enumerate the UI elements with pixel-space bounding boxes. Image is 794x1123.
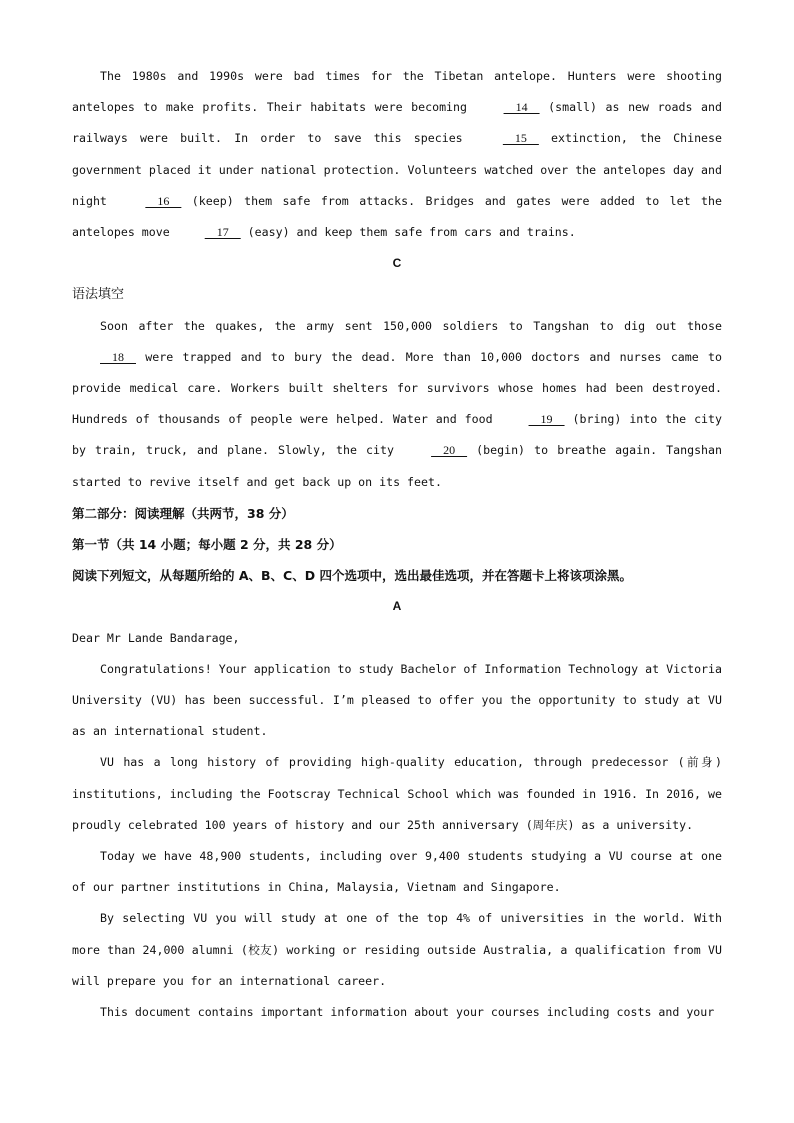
passage-c-paragraph <box>72 311 722 498</box>
text-segment: extinction, the Chinese government placed it under national protection. Volunteers watched over the antelopes day and night <box>72 131 723 208</box>
blank-18[interactable]: 18 <box>100 349 136 364</box>
document-page <box>72 61 722 1028</box>
section-label-a: A <box>392 599 402 614</box>
blank-19[interactable]: 19 <box>528 412 565 427</box>
letter-paragraph-4: By selecting VU you will study at one of the top 4% of universities in the world. With more than 24,000 alumni (校友) working or residing outside Australia, a qualification from VU will prepare you for an international career. <box>72 911 722 988</box>
text-segment: The 1980s and 1990s were bad times for the Tibetan antelope. Hunters were shooting antelopes to make profits. Their habitats were becoming <box>72 69 722 115</box>
text-segment: (easy) and keep them safe from cars and trains. <box>240 225 576 240</box>
passage-b-paragraph <box>72 61 722 248</box>
text-segment: were trapped and to bury the dead. More than 10,000 doctors and nurses came to provide medical care. Workers built shelters for survivors whose homes had been destroyed. Hundreds of thousands of people were helped. Water and food <box>72 349 722 427</box>
letter-greeting: Dear Mr Lande Bandarage, <box>72 630 240 645</box>
reading-instruction: 阅读下列短文，从每题所给的 A、B、C、D 四个选项中，选出最佳选项，并在答题卡上将该项涂黑。 <box>72 568 632 584</box>
text-segment: (begin) to breathe again. Tangshan started to revive itself and get back up on its feet. <box>72 443 722 489</box>
text-segment: Soon after the quakes, the army sent 150,000 soldiers to Tangshan to dig out those <box>100 318 722 333</box>
section-c-title: 语法填空 <box>72 287 125 303</box>
text-segment: (small) as new roads and railways were built. In order to save this species <box>72 100 722 146</box>
blank-20[interactable]: 20 <box>431 443 468 458</box>
part-two-heading: 第二部分：阅读理解（共两节，38 分） <box>72 505 294 521</box>
text-segment: (keep) them safe from attacks. Bridges and gates were added to let the antelopes move <box>72 193 722 240</box>
letter-paragraph-2: VU has a long history of providing high-quality education, through predecessor (前身) institutions, including the Footscray Technical School which was founded in 1916. In 2016, we proudly celebrated 100 years of history and our 25th anniversary (周年庆) as a university. <box>72 755 722 832</box>
section-one-heading: 第一节（共 14 小题；每小题 2 分，共 28 分） <box>72 537 342 553</box>
text-segment: (bring) into the city by train, truck, and plane. Slowly, the city <box>72 412 723 458</box>
letter-paragraph-3: Today we have 48,900 students, including over 9,400 students studying a VU course at one of our partner institutions in China, Malaysia, Vietnam and Singapore. <box>72 849 722 895</box>
section-label-c: C <box>392 256 402 271</box>
blank-14[interactable]: 14 <box>503 100 540 115</box>
blank-16[interactable]: 16 <box>145 193 182 208</box>
blank-17[interactable]: 17 <box>204 225 241 240</box>
letter-paragraph-5: This document contains important information about your courses including costs and your <box>100 1005 715 1020</box>
letter-paragraph-1: Congratulations! Your application to study Bachelor of Information Technology at Victoria University (VU) has been successful. I’m pleased to offer you the opportunity to study at VU as an international student. <box>72 661 722 739</box>
blank-15[interactable]: 15 <box>502 131 539 146</box>
